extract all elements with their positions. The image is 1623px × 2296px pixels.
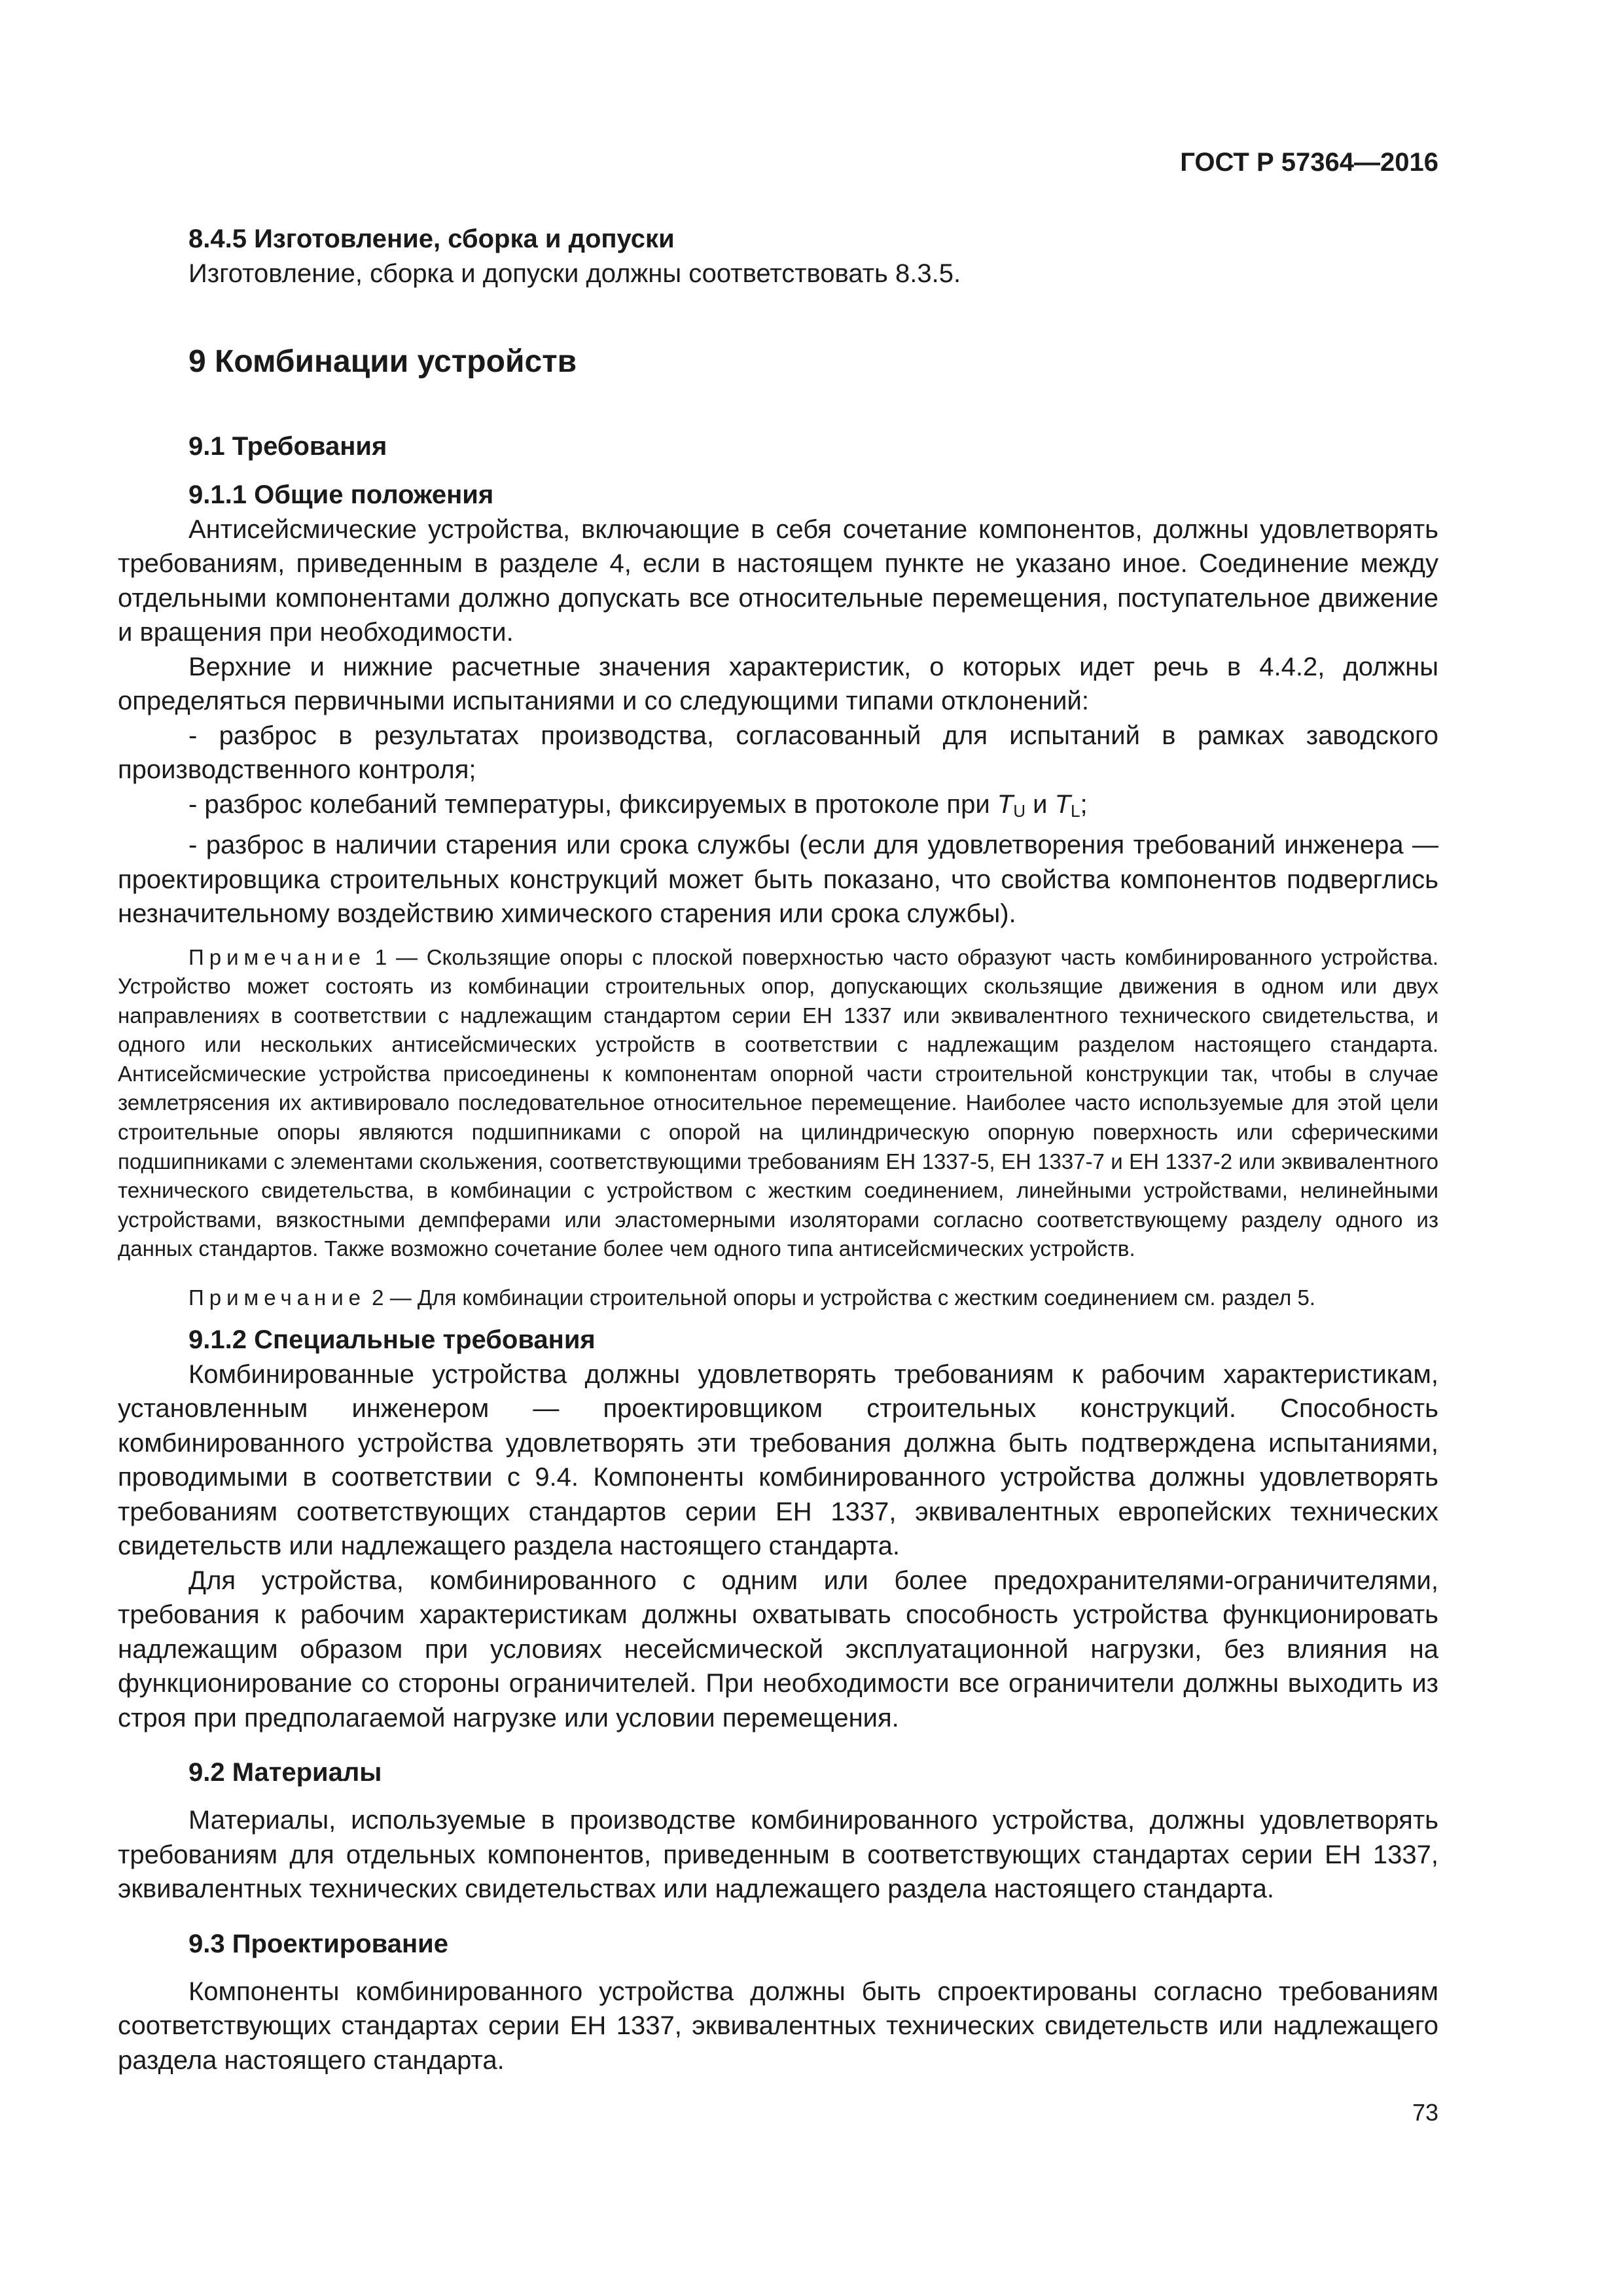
temperature-subscript-upper: U — [1013, 800, 1026, 821]
section-9-1-title: 9.1 Требования — [188, 431, 387, 461]
section-9-1-2-title: 9.1.2 Специальные требования — [188, 1325, 596, 1354]
note-1-text: 1 — Скользящие опоры с плоской поверхностью часто образуют часть комбинированного устройства. Устройство может состоять из комбинации строительных опор, допускающих скользящие движения в одном или двух направлениях в соответствии с надлежащим стандартом серии ЕН 1337 или эквивалентного технического свидетельства, и одного или нескольких антисейсмических устройств в соответствии с надлежащим разделом настоящего стандарта. Антисейсмические устройства присоединены к компонентам опорной части строительной конструкции так, чтобы в случае землетрясения их активировало последовательное относительное перемещение. Наиболее часто используемые для этой цели строительные опоры являются подшипниками с опорой на цилиндрическую опорную поверхность или сферическими подшипниками с элементами скольжения, соответствующими требованиям ЕН 1337-5, ЕН 1337-7 и ЕН 1337-2 или эквивалентного технического свидетельства, в комбинации с устройством с жестким соединением, линейными устройствами, нелинейными устройствами, вязкостными демпферами или эластомерными изоляторами согласно соответствующему разделу одного из данных стандартов. Также возможно сочетание более чем одного типа антисейсмических устройств. — [118, 944, 1438, 1261]
standard-number: ГОСТ Р 57364—2016 — [1180, 148, 1438, 177]
bullet-temperature-text: - разброс колебаний температуры, фиксируемых в протоколе при — [188, 789, 997, 819]
note-2-label: Примечание — [188, 1285, 366, 1310]
section-8-4-5-title: 8.4.5 Изготовление, сборка и допуски — [188, 224, 675, 253]
section-9-2-paragraph: Материалы, используемые в производстве комбинированного устройства, должны удовлетворять требованиям для отдельных компонентов, приведенным в соответствующих стандартах серии ЕН 1337, эквивалентных технических свидетельствах или надлежащего раздела настоящего стандарта. — [118, 1806, 1438, 1904]
section-9-1-1-paragraph-1: Антисейсмические устройства, включающие в себя сочетание компонентов, должны удовлетворять требованиям, приведенным в разделе 4, если в настоящем пункте не указано иное. Соединение между отдельными компонентами должно допускать все относительные перемещения, поступательное движение и вращения при необходимости. — [118, 514, 1438, 647]
section-9-1-1-paragraph-2: Верхние и нижние расчетные значения характеристик, о которых идет речь в 4.4.2, должны определяться первичными испытаниями и со следующими типами отклонений: — [118, 652, 1438, 715]
section-9-title: 9 Комбинации устройств — [188, 344, 577, 379]
temperature-symbol-upper: T — [997, 789, 1014, 819]
section-8-4-5-text: Изготовление, сборка и допуски должны соответствовать 8.3.5. — [188, 259, 961, 288]
bullet-production-spread: - разброс в результатах производства, согласованный для испытаний в рамках заводского производственного контроля; — [118, 721, 1438, 784]
bullet-end: ; — [1080, 789, 1088, 819]
section-9-2-title: 9.2 Материалы — [188, 1758, 382, 1787]
temperature-symbol-lower: T — [1054, 789, 1071, 819]
page-number: 73 — [1412, 2099, 1438, 2126]
section-9-3-paragraph: Компоненты комбинированного устройства должны быть спроектированы согласно требованиям соответствующих стандартах серии ЕН 1337, эквивалентных технических свидетельств или надлежащего раздела настоящего стандарта. — [118, 1977, 1438, 2075]
conjunction: и — [1026, 789, 1055, 819]
section-9-1-2-paragraph-1: Комбинированные устройства должны удовлетворять требованиям к рабочим характеристикам, установленным инженером — проектировщиком строительных конструкций. Способность комбинированного устройства удовлетворять эти требования должна быть подтверждена испытаниями, проводимыми в соответствии с 9.4. Компоненты комбинированного устройства должны удовлетворять требованиям соответствующих стандартов серии ЕН 1337, эквивалентных европейских технических свидетельств или надлежащего раздела настоящего стандарта. — [118, 1359, 1438, 1561]
section-9-1-1-title: 9.1.1 Общие положения — [188, 480, 494, 509]
note-2-text: 2 — Для комбинации строительной опоры и устройства с жестким соединением см. раздел 5. — [366, 1285, 1315, 1310]
bullet-temperature-spread — [118, 787, 1438, 829]
bullet-aging-spread: - разброс в наличии старения или срока службы (если для удовлетворения требований инженера — проектировщика строительных конструкций может быть показано, что свойства компонентов подверглись незначительному воздействию химического старения или срока службы). — [118, 831, 1438, 928]
note-2 — [118, 1283, 1438, 1313]
section-9-3-title: 9.3 Проектирование — [188, 1929, 448, 1958]
page-content — [118, 221, 1438, 2077]
section-9-1-2-paragraph-2: Для устройства, комбинированного с одним или более предохранителями-ограничителями, требования к рабочим характеристикам должны охватывать способность устройства функционировать надлежащим образом при условиях несейсмической эксплуатационной нагрузки, без влияния на функционирование со стороны ограничителей. При необходимости все ограничители должны выходить из строя при предполагаемой нагрузке или условии перемещения. — [118, 1566, 1438, 1732]
temperature-subscript-lower: L — [1071, 800, 1080, 821]
note-1-label: Примечание — [188, 944, 366, 969]
note-1 — [118, 943, 1438, 1265]
